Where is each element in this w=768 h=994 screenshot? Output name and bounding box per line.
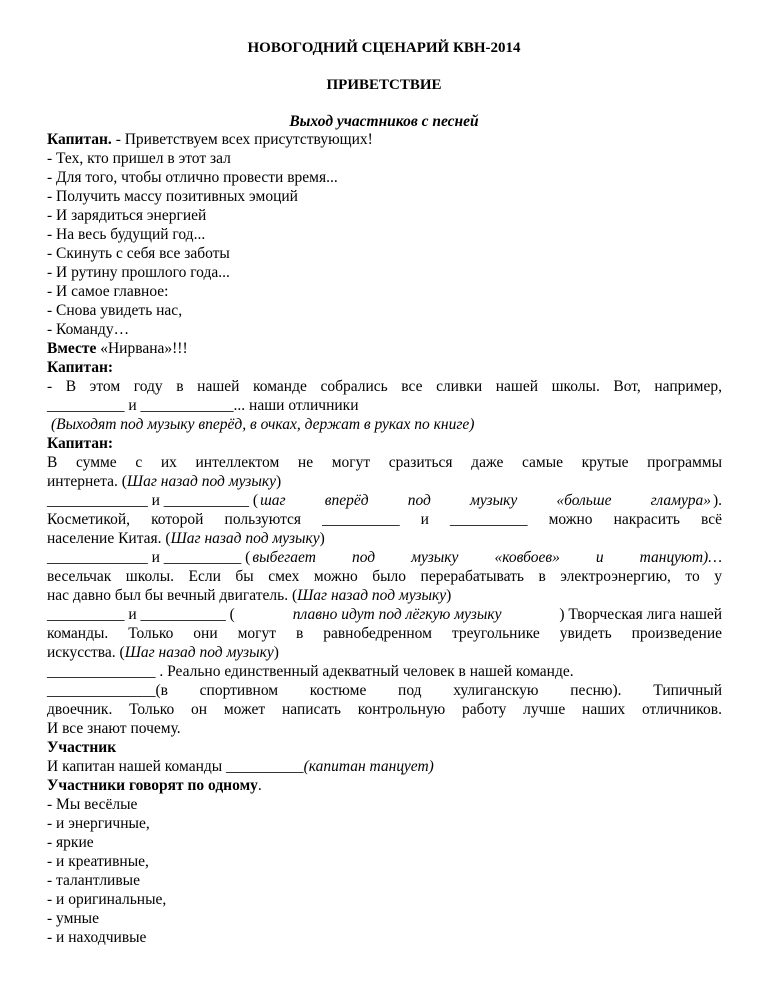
section-heading: Выход участников с песней	[289, 113, 479, 130]
text-line: - И рутину прошлого года...	[47, 264, 230, 281]
text-line: интернета. (Шаг назад под музыку)	[47, 473, 282, 490]
list-item: - и энергичные,	[47, 815, 150, 832]
speaker-label: Капитан:	[47, 435, 114, 452]
list-item: - и находчивые	[47, 929, 147, 946]
text-line: - Скинуть с себя все заботы	[47, 245, 230, 262]
text-line: _____________ и __________ ( выбегает под музыку «ковбоев» и танцуют)…	[47, 549, 722, 566]
text-line: - Получить массу позитивных эмоций	[47, 188, 298, 205]
text-line: И капитан нашей команды __________(капитан танцует)	[47, 758, 434, 775]
text-line: - Для того, чтобы отлично провести время...	[47, 169, 338, 186]
list-item: - талантливые	[47, 872, 140, 889]
document-subtitle: ПРИВЕТСТВИЕ	[326, 77, 442, 93]
text-line: Капитан. - Приветствуем всех присутствующих!	[47, 131, 373, 148]
text-line: двоечник. Только он может написать контрольную работу лучше наших отличников.	[47, 701, 722, 718]
text-line: Косметикой, которой пользуются __________ и __________ можно накрасить всё	[47, 511, 722, 528]
text-line: команды. Только они могут в равнобедренном треугольнике увидеть произведение	[47, 625, 722, 642]
text-line: Вместе «Нирвана»!!!	[47, 340, 188, 357]
speaker-label: Капитан:	[47, 359, 114, 376]
text-line: В сумме с их интеллектом не могут сразиться даже самые крутые программы	[47, 454, 722, 471]
text-line: - В этом году в нашей команде собрались все сливки нашей школы. Вот, например,	[47, 378, 722, 395]
text-line: население Китая. (Шаг назад под музыку)	[47, 530, 325, 547]
speaker-label: Участники говорят по одному.	[47, 777, 262, 794]
text-line: _____________ и ___________ ( шаг вперёд под музыку «больше гламура» ).	[47, 492, 722, 509]
text-line: И все знают почему.	[47, 720, 181, 737]
document-title: НОВОГОДНИЙ СЦЕНАРИЙ КВН-2014	[247, 40, 521, 56]
text-line: - И зарядиться энергией	[47, 207, 207, 224]
text-line: - И самое главное:	[47, 283, 169, 300]
speaker-label: Участник	[47, 739, 117, 756]
stage-direction: (Выходят под музыку вперёд, в очках, держат в руках по книге)	[51, 416, 475, 433]
text-line: искусства. (Шаг назад под музыку)	[47, 644, 279, 661]
list-item: - Мы весёлые	[47, 796, 138, 813]
text-line: ______________ . Реально единственный адекватный человек в нашей команде.	[47, 663, 574, 680]
text-line: ______________(в спортивном костюме под хулиганскую песню). Типичный	[47, 682, 722, 699]
text-line: __________ и ___________ ( плавно идут под лёгкую музыку ) Творческая лига нашей	[47, 606, 722, 623]
text-line: - Тех, кто пришел в этот зал	[47, 150, 231, 167]
list-item: - и креативные,	[47, 853, 149, 870]
text-line: - Снова увидеть нас,	[47, 302, 183, 319]
list-item: - умные	[47, 910, 99, 927]
text-line: весельчак школы. Если бы смех можно было перерабатывать в электроэнергию, то у	[47, 568, 722, 585]
list-item: - и оригинальные,	[47, 891, 167, 908]
text-line: - На весь будущий год...	[47, 226, 206, 243]
text-line: нас давно был бы вечный двигатель. (Шаг назад под музыку)	[47, 587, 452, 604]
list-item: - яркие	[47, 834, 94, 851]
text-line: __________ и ____________... наши отличники	[47, 397, 359, 414]
text-line: - Команду…	[47, 321, 130, 338]
